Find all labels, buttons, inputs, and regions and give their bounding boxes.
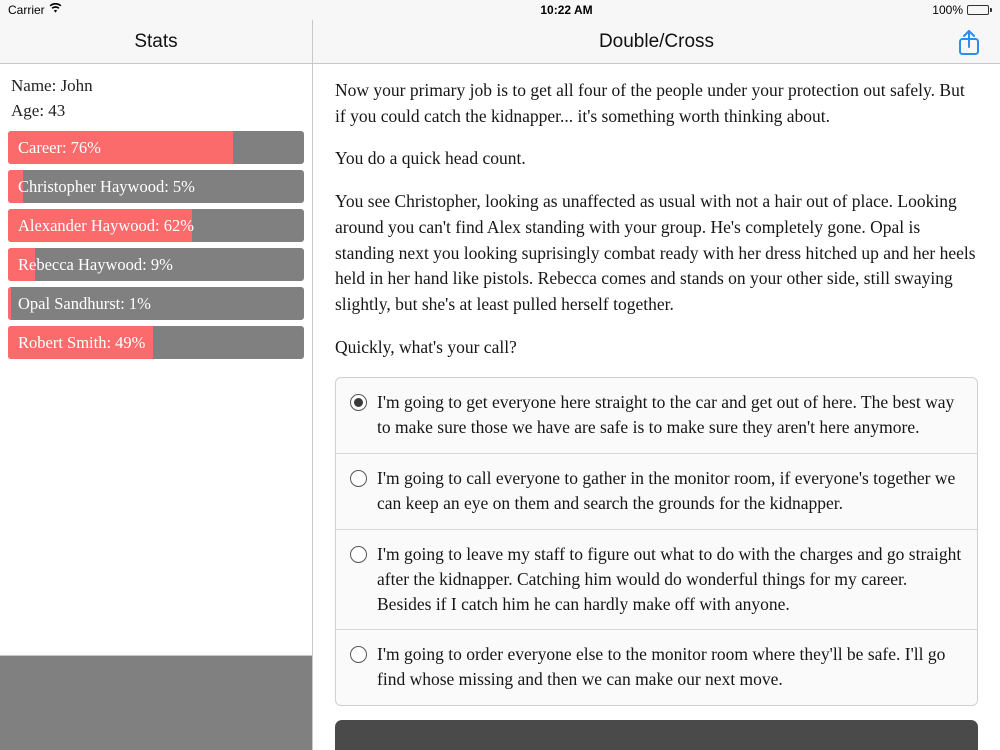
choice-option-3[interactable]: [336, 530, 977, 631]
stat-bar-label: Christopher Haywood: 5%: [18, 177, 195, 197]
share-icon[interactable]: [956, 28, 982, 56]
stats-panel: [0, 64, 312, 359]
stat-bar-alexander-haywood: [8, 209, 304, 242]
stat-bar-label: Career: 76%: [18, 138, 101, 158]
radio-unselected-icon[interactable]: [350, 546, 367, 563]
navigation-bars: [0, 20, 1000, 64]
radio-selected-icon[interactable]: [350, 394, 367, 411]
stat-bar-rebecca-haywood: [8, 248, 304, 281]
carrier-label: Carrier: [8, 3, 45, 17]
choice-label: I'm going to get everyone here straight to the car and get out of here. The best way to make sure those we have are safe is to make sure they aren't here anymore.: [377, 392, 955, 438]
main-navbar: [313, 20, 1000, 64]
stat-bars: [8, 131, 304, 359]
radio-unselected-icon[interactable]: [350, 470, 367, 487]
stat-bar-career: [8, 131, 304, 164]
choice-list: [335, 377, 978, 706]
story-pane[interactable]: [313, 64, 1000, 750]
choice-option-2[interactable]: [336, 454, 977, 530]
stat-bar-label: Rebecca Haywood: 9%: [18, 255, 173, 275]
stat-bar-opal-sandhurst: [8, 287, 304, 320]
radio-unselected-icon[interactable]: [350, 646, 367, 663]
content-area: [0, 64, 1000, 750]
story-paragraph: Now your primary job is to get all four of the people under your protection out safely. But if you could catch the kidnapper... it's something worth thinking about.: [335, 80, 965, 126]
status-bar-right: [820, 3, 1000, 17]
choice-option-4[interactable]: [336, 630, 977, 705]
player-age: Age: 43: [11, 100, 66, 120]
stats-title: Stats: [134, 30, 178, 52]
submit-button[interactable]: [335, 720, 978, 750]
story-paragraph: You see Christopher, looking as unaffected as usual with not a hair out of place. Looking around you can't find Alex standing with your group. He's completely gone. Opal is standing next you looking suprisingly combat ready with her dress hitched up and her heels held in her hand like pistols. Rebecca comes and stands on your other side, still swaying slightly, but she's at least pulled herself together.: [335, 191, 976, 315]
sidebar-footer-panel: [0, 655, 312, 750]
choice-option-1[interactable]: [336, 378, 977, 454]
choice-label: I'm going to call everyone to gather in the monitor room, if everyone's together we can keep an eye on them and search the grounds for the kidnapper.: [377, 468, 956, 513]
status-bar: [0, 0, 1000, 20]
stat-bar-robert-smith: [8, 326, 304, 359]
battery-icon: [967, 5, 992, 15]
choice-label: I'm going to leave my staff to figure out what to do with the charges and go straight after the kidnapper. Catching him would do wonderful things for my career. Besides if I catch him he can hardly make off with anyone.: [377, 543, 962, 614]
story-paragraph: You do a quick head count.: [335, 148, 526, 169]
clock: 10:22 AM: [540, 3, 593, 17]
stat-bar-label: Opal Sandhurst: 1%: [18, 294, 151, 314]
sidebar-empty-space: [0, 359, 312, 655]
battery-percent-label: 100%: [932, 3, 963, 17]
stat-bar-christopher-haywood: [8, 170, 304, 203]
wifi-icon: [49, 3, 62, 17]
stat-bar-label: Alexander Haywood: 62%: [18, 216, 194, 236]
choice-label: I'm going to order everyone else to the monitor room where they'll be safe. I'll go find whose missing and then we can make our next move.: [377, 644, 946, 690]
stats-sidebar: [0, 64, 313, 750]
player-name: Name: John: [11, 76, 93, 95]
stat-bar-label: Robert Smith: 49%: [18, 333, 146, 353]
page-title: Double/Cross: [598, 30, 715, 52]
story-paragraph: Quickly, what's your call?: [335, 336, 517, 357]
sidebar-navbar: [0, 20, 313, 64]
status-bar-left: [0, 3, 313, 17]
